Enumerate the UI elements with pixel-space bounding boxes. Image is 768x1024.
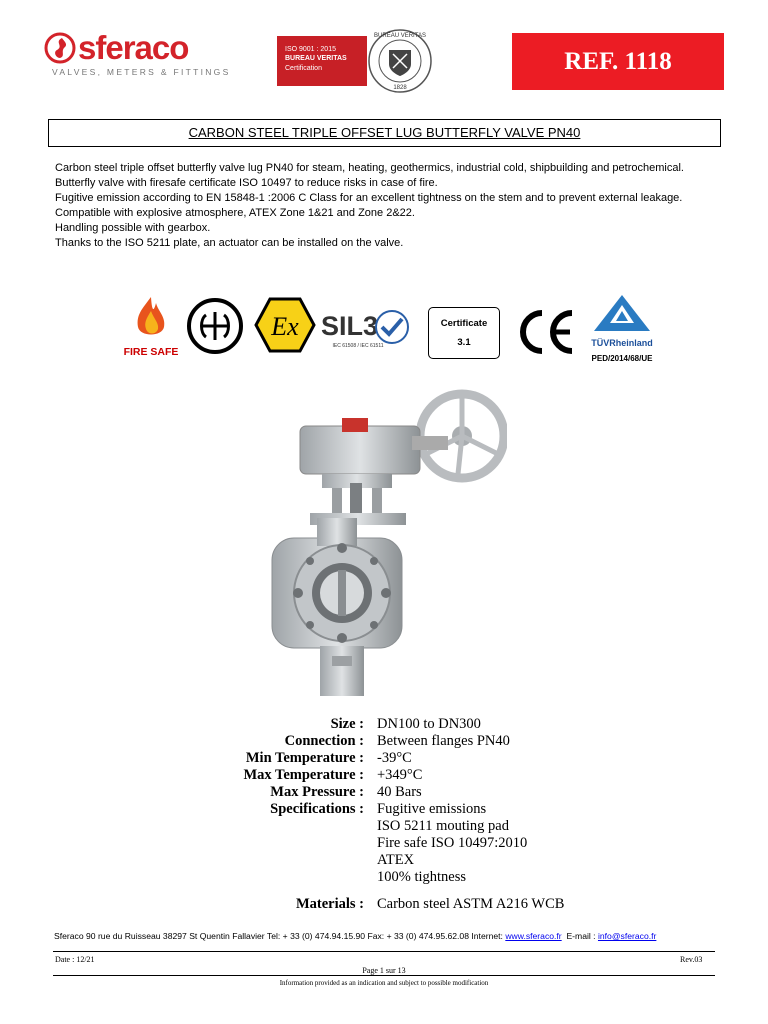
company-address [54, 931, 714, 941]
description-line: Handling possible with gearbox. [55, 221, 211, 234]
spec-label: Min Temperature : [245, 750, 364, 766]
ce-mark-icon [516, 309, 578, 355]
email-link[interactable]: info@sferaco.fr [597, 931, 657, 941]
atex-ex-icon [254, 297, 316, 353]
spec-label: Max Temperature : [243, 767, 364, 783]
spec-row-materials [200, 896, 680, 913]
description-line: Thanks to the ISO 5211 plate, an actuator can be installed on the valve. [55, 236, 404, 249]
spec-value: DN100 to DN300 [377, 716, 481, 732]
spec-value: Fugitive emissions [377, 801, 487, 817]
sil3-icon [318, 301, 410, 353]
explosion-proof-icon [186, 297, 244, 355]
cert-bureau: BUREAU VERITAS [285, 55, 347, 62]
spec-row-specifications [200, 801, 680, 886]
sil-small-label: IEC 61508 / IEC 61511 [332, 343, 384, 349]
spec-value: Fire safe ISO 10497:2010 [377, 835, 528, 851]
logo-tagline: VALVES, METERS & FITTINGS [52, 67, 231, 77]
footer-divider-bottom [53, 975, 715, 976]
fire-safe-icon [118, 295, 184, 359]
spec-label: Max Pressure : [270, 784, 364, 800]
sil-label: SIL3 [321, 311, 379, 341]
product-reference: REF. 1118 [512, 33, 724, 90]
page-title: CARBON STEEL TRIPLE OFFSET LUG BUTTERFLY VALVE PN40 [48, 119, 721, 147]
spec-value: ATEX [377, 852, 415, 868]
sferaco-logo [44, 29, 231, 80]
spec-value: Between flanges PN40 [377, 733, 510, 749]
description-line: Butterfly valve with firesafe certificate ISO 10497 to reduce risks in case of fire. [55, 176, 438, 189]
fire-safe-label: FIRE SAFE [123, 346, 179, 358]
spec-value: -39°C [377, 750, 412, 766]
spec-value: 100% tightness [377, 869, 467, 885]
logo-wordmark: sferaco [78, 29, 189, 66]
footer-disclaimer: Information provided as an indication and subject to possible modification [279, 979, 489, 987]
sferaco-flame-icon [44, 32, 76, 64]
spec-label: Size : [330, 716, 364, 732]
materials-label: Materials : [295, 896, 364, 912]
description-line: Fugitive emission according to EN 15848-1 :2006 C Class for an excellent tightness on the stem and to prevent external leakage. [55, 191, 683, 204]
footer-date: Date : 12/21 [55, 955, 95, 964]
cert-iso: ISO 9001 : 2015 [285, 46, 336, 53]
page-number: Page 1 sur 13 [362, 966, 406, 975]
footer-revision: Rev.03 [680, 955, 703, 964]
address-text: Sferaco 90 rue du Ruisseau 38297 St Quentin Fallavier Tel: + 33 (0) 474.94.15.90 Fax: + 33 (0) 474.95.62.08 Internet: [54, 931, 506, 941]
spec-row-min-temperature [200, 750, 680, 767]
materials-value: Carbon steel ASTM A216 WCB [377, 896, 565, 912]
certificate-3-1-icon [428, 307, 500, 359]
spec-value: ISO 5211 mouting pad [377, 818, 509, 834]
bureau-veritas-seal-icon [367, 28, 433, 94]
footer-divider [53, 951, 715, 952]
spec-value-list [377, 801, 680, 886]
ped-label: PED/2014/68/UE [591, 354, 653, 363]
website-link[interactable]: www.sferaco.fr [505, 931, 562, 941]
spec-label: Connection : [284, 733, 364, 749]
spec-value: 40 Bars [377, 784, 422, 800]
tuv-rheinland-icon [586, 293, 658, 375]
specifications-table [200, 716, 680, 913]
spec-row-max-temperature [200, 767, 680, 784]
certificate-label: Certificate [440, 318, 488, 329]
spec-row-max-pressure [200, 784, 680, 801]
spec-value: +349°C [377, 767, 423, 783]
spec-row-size [200, 716, 680, 733]
certificate-value: 3.1 [457, 337, 471, 348]
description-line: Compatible with explosive atmosphere, ATEX Zone 1&21 and Zone 2&22. [55, 206, 415, 219]
product-description [55, 161, 695, 250]
certification-icons [118, 293, 658, 375]
seal-year: 1828 [393, 85, 407, 91]
description-line: Carbon steel triple offset butterfly valve lug PN40 for steam, heating, geothermics, industrial cold, shipbuilding and petrochemical. [55, 162, 684, 174]
seal-text: BUREAU VERITAS [374, 33, 426, 39]
tuv-label: TÜVRheinland [591, 338, 653, 348]
butterfly-valve-product-image [262, 378, 507, 698]
spec-label: Specifications : [270, 801, 364, 817]
spec-row-connection [200, 733, 680, 750]
iso-certification-badge [277, 36, 367, 86]
cert-certification: Certification [285, 65, 322, 72]
ex-label: Ex [271, 312, 299, 341]
email-label: E-mail : [561, 931, 598, 941]
